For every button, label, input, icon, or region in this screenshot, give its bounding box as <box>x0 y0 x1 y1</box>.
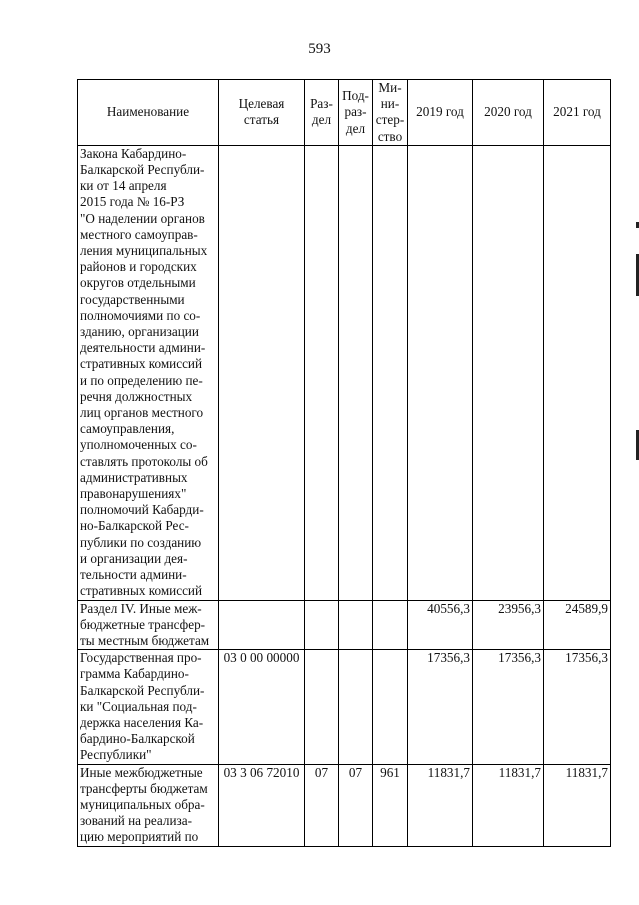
row-name-line: полномочиями по со- <box>80 307 201 323</box>
row-name-line: и по определению пе- <box>80 372 203 388</box>
header-year-2021: 2021 год <box>544 80 611 146</box>
ministry-cell <box>373 600 408 650</box>
target-article-cell: 03 3 06 72010 <box>219 764 305 846</box>
row-name-line: Раздел IV. Иные меж- <box>80 600 202 616</box>
row-name-line: держка населения Ка- <box>80 714 204 730</box>
target-article-cell: 03 0 00 00000 <box>219 650 305 764</box>
row-name-cell <box>78 764 219 846</box>
section-cell: 07 <box>305 764 339 846</box>
table-row <box>78 600 611 650</box>
row-name-cell <box>78 145 219 600</box>
row-name-line: публики по созданию <box>80 534 202 550</box>
header-section-line: дел <box>311 112 332 128</box>
row-name-line: бюджетные трансфер- <box>80 616 206 632</box>
row-name-line: административных <box>80 469 188 485</box>
ministry-cell: 961 <box>373 764 408 846</box>
amount-2019-cell <box>408 145 473 600</box>
header-year-2019: 2019 год <box>408 80 473 146</box>
subsection-cell: 07 <box>339 764 373 846</box>
amount-2021-cell: 17356,3 <box>544 650 611 764</box>
target-article-cell <box>219 145 305 600</box>
ministry-cell <box>373 650 408 764</box>
header-subsection-line: Под- <box>342 88 369 104</box>
row-name-line: стративных комиссий <box>80 356 203 372</box>
budget-table <box>77 79 611 847</box>
row-name-line: и организации дея- <box>80 550 188 566</box>
amount-2019-cell: 17356,3 <box>408 650 473 764</box>
amount-2020-cell <box>473 145 544 600</box>
row-name-line: 2015 года № 16-РЗ <box>80 194 185 210</box>
target-article-cell <box>219 600 305 650</box>
section-cell <box>305 650 339 764</box>
row-name-line: государственными <box>80 291 185 307</box>
amount-2019-cell: 40556,3 <box>408 600 473 650</box>
row-name-line: грамма Кабардино- <box>80 666 189 682</box>
amount-2021-cell: 11831,7 <box>544 764 611 846</box>
header-name: Наименование <box>78 80 219 146</box>
row-name-line: ления муниципальных <box>80 243 208 259</box>
row-name-line: уполномоченных со- <box>80 437 197 453</box>
row-name-line: местного самоуправ- <box>80 226 198 242</box>
amount-2021-cell <box>544 145 611 600</box>
row-name-line: полномочий Кабарди- <box>80 502 204 518</box>
subsection-cell <box>339 650 373 764</box>
row-name-line: Закона Кабардино- <box>80 145 187 161</box>
amount-2020-cell: 17356,3 <box>473 650 544 764</box>
table-row <box>78 145 611 600</box>
row-name-line: стративных комиссий <box>80 583 203 599</box>
row-name-line: трансферты бюджетам <box>80 780 208 796</box>
table-row <box>78 650 611 764</box>
header-target-article-line: Целевая <box>238 96 285 112</box>
row-name-line: районов и городских <box>80 259 197 275</box>
page-number: 593 <box>308 41 331 57</box>
row-name-line: Государственная про- <box>80 650 202 666</box>
subsection-cell <box>339 600 373 650</box>
row-name-line: правонарушениях" <box>80 486 187 502</box>
header-ministry-line: ни- <box>380 96 400 112</box>
row-name-line: но-Балкарской Рес- <box>80 518 189 534</box>
header-subsection-line: дел <box>345 120 366 136</box>
row-name-line: бардино-Балкарской <box>80 731 195 747</box>
header-year-2020: 2020 год <box>473 80 544 146</box>
amount-2020-cell: 11831,7 <box>473 764 544 846</box>
header-subsection <box>339 80 373 146</box>
header-target-article-line: статья <box>243 112 280 128</box>
row-name-line: деятельности админи- <box>80 340 206 356</box>
row-name-line: ставлять протоколы об <box>80 453 208 469</box>
header-subsection-line: раз- <box>344 104 367 120</box>
row-name-line: Балкарской Республи- <box>80 682 205 698</box>
row-name-line: самоуправления, <box>80 421 175 437</box>
row-name-line: "О наделении органов <box>80 210 205 226</box>
section-cell <box>305 600 339 650</box>
row-name-line: ки от 14 апреля <box>80 178 167 194</box>
row-name-cell <box>78 600 219 650</box>
amount-2019-cell: 11831,7 <box>408 764 473 846</box>
ministry-cell <box>373 145 408 600</box>
amount-2020-cell: 23956,3 <box>473 600 544 650</box>
header-target-article <box>219 80 305 146</box>
header-ministry-line: Ми- <box>378 80 402 95</box>
header-section <box>305 80 339 146</box>
subsection-cell <box>339 145 373 600</box>
row-name-line: муниципальных обра- <box>80 796 205 812</box>
row-name-line: зований на реализа- <box>80 813 192 829</box>
row-name-cell <box>78 650 219 764</box>
row-name-line: зданию, организации <box>80 324 199 340</box>
row-name-line: Иные межбюджетные <box>80 764 203 780</box>
amount-2021-cell: 24589,9 <box>544 600 611 650</box>
row-name-line: округов отдельными <box>80 275 196 291</box>
row-name-line: цию мероприятий по <box>80 829 199 845</box>
row-name-line: Республики" <box>80 747 152 763</box>
header-ministry-line: ство <box>377 128 403 144</box>
header-ministry <box>373 80 408 146</box>
row-name-line: Балкарской Республи- <box>80 162 205 178</box>
header-section-line: Раз- <box>310 96 333 112</box>
row-name-line: тельности админи- <box>80 567 187 583</box>
table-row <box>78 764 611 846</box>
section-cell <box>305 145 339 600</box>
row-name-line: ты местным бюджетам <box>80 632 210 648</box>
header-ministry-line: стер- <box>375 112 405 128</box>
row-name-line: ки "Социальная под- <box>80 698 197 714</box>
table-header-row <box>78 80 611 146</box>
row-name-line: речня должностных <box>80 388 193 404</box>
row-name-line: лиц органов местного <box>80 405 204 421</box>
